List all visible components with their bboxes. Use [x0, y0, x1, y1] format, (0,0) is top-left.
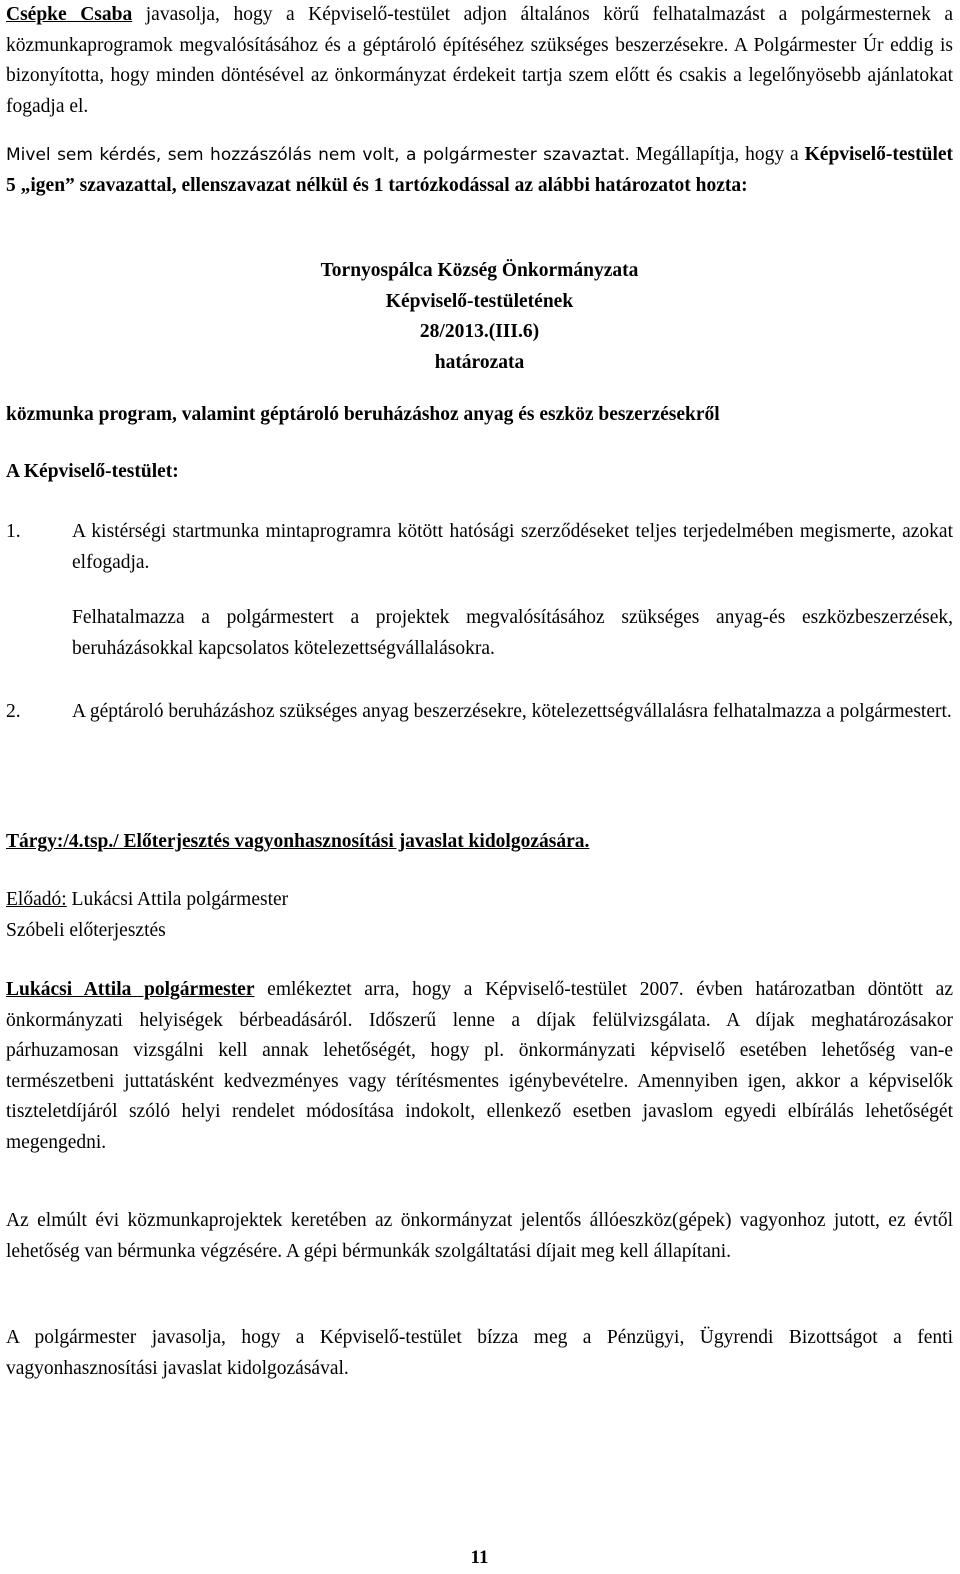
paragraph-mayor-report: [6, 975, 953, 1158]
vote-intro: Mivel sem kérdés, sem hozzászólás nem volt, a polgármester szavaztat.: [6, 145, 630, 165]
presentation-type: Szóbeli előterjesztés: [6, 919, 166, 941]
vote-statement: Megállapítja, hogy a: [629, 144, 805, 165]
resolution-item-1: [6, 517, 953, 578]
resolution-body: Képviselő-testületének: [385, 290, 574, 312]
paragraph-public-works: Az elmúlt évi közmunkaprojektek keretében az önkormányzat jelentős állóeszköz(gépek) vagyonhoz jutott, ez évtől lehetőség van bérmunka végzésére. A gépi bérmunkák szolgáltatási díjait meg kell állapítani.: [6, 1210, 953, 1262]
page-number: 11: [470, 1547, 489, 1568]
resolution-body-label: A Képviselő-testület:: [6, 461, 179, 482]
presenter-label: Előadó:: [6, 889, 67, 910]
item-text: A kistérségi startmunka mintaprogramra kötött hatósági szerződéseket teljes terjedelmében megismerte, azokat elfogadja.: [72, 521, 953, 573]
agenda-item-heading: [6, 827, 953, 858]
resolution-heading: [6, 256, 953, 378]
resolution-label: határozata: [434, 351, 525, 373]
resolution-issuer: Tornyospálca Község Önkormányzata: [320, 260, 639, 281]
vote-result: Képviselő-testület 5 „igen” szavazattal, ellenszavazat nélkül és 1 tartózkodással az alábbi határozatot hozta:: [6, 144, 954, 196]
paragraph-text: emlékeztet arra, hogy a Képviselő-testület 2007. évben határozatban döntött az önkormányzati helyiségek bérbeadásáról. Időszerű lenne a díjak felülvizsgálata. A díjak meghatározásakor párhuzamosan vizsgálni kell annak lehetőségét, hogy pl. önkormányzati képviselő esetében lehetőség van-e természetbeni juttatásként kedvezményes vagy térítésmentes igénybevételre. Amennyiben igen, akkor a képviselők tiszteletdíjáról szóló helyi rendelet módosítása indokolt, ellenkező esetben javaslom egyedi elbírálás lehetőségét megengedni.: [6, 979, 953, 1153]
item-text: Felhatalmazza a polgármestert a projektek megvalósításához szükséges anyag-és eszközbeszerzések, beruházásokkal kapcsolatos kötelezettségvállalásokra.: [72, 607, 953, 659]
agenda-title: Előterjesztés vagyonhasznosítási javaslat kidolgozására.: [118, 831, 590, 852]
paragraph-proposal-committee: A polgármester javasolja, hogy a Képviselő-testület bízza meg a Pénzügyi, Ügyrendi Bizottságot a fenti vagyonhasznosítási javaslat kidolgozásával.: [6, 1327, 953, 1379]
resolution-number: 28/2013.(III.6): [419, 321, 540, 342]
item-number: 1.: [6, 521, 21, 542]
paragraph-vote: [6, 140, 953, 201]
paragraph-text: javasolja, hogy a Képviselő-testület adjon általános körű felhatalmazást a polgármesternek a közmunkaprogramok megvalósításához és a géptároló építéséhez szükséges beszerzésekre. A Polgármester Úr eddig is bizonyította, hogy minden döntésével az önkormányzat érdekeit tartja szem előtt és csakis a legelőnyösebb ajánlatokat fogadja el.: [6, 4, 953, 117]
resolution-subject: közmunka program, valamint géptároló beruházáshoz anyag és eszköz beszerzésekről: [6, 404, 720, 425]
item-text: A géptároló beruházáshoz szükséges anyag beszerzésekre, kötelezettségvállalásra felhatalmazza a polgármestert.: [72, 701, 952, 722]
resolution-item-authorization: [6, 603, 953, 664]
resolution-item-2: [6, 697, 953, 728]
paragraph-proposal: [6, 0, 953, 122]
speaker-name: Lukácsi Attila polgármester: [6, 979, 255, 1000]
presenter-name: Lukácsi Attila polgármester: [66, 889, 289, 910]
speaker-name: Csépke Csaba: [6, 4, 133, 25]
presenter-block: [6, 885, 953, 946]
agenda-label: Tárgy:/4.tsp./: [6, 831, 119, 852]
item-number: 2.: [6, 701, 21, 722]
